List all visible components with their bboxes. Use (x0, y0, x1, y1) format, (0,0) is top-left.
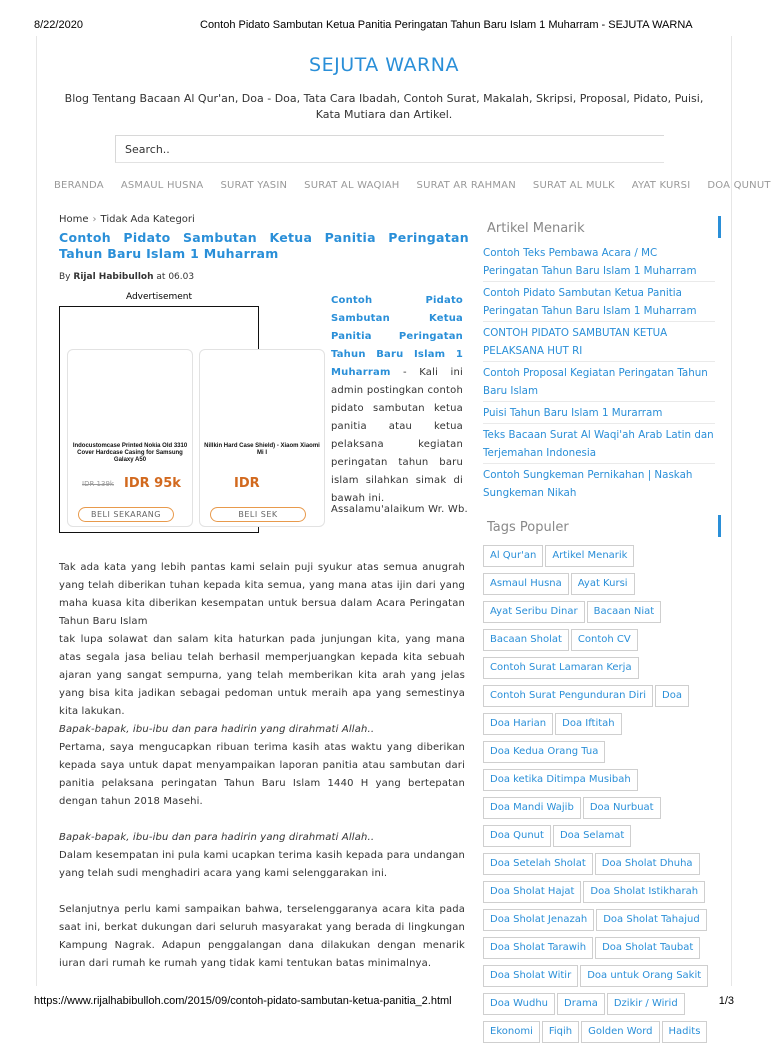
post-greeting: Assalamu'alaikum Wr. Wb. (331, 504, 468, 515)
ad-product-name: Indocustomcase Printed Nokia Old 3310 Cover Hardcase Casing for Samsung Galaxy A50 (72, 443, 188, 463)
breadcrumb-category[interactable]: Tidak Ada Kategori (100, 214, 195, 225)
post-paragraph: Pertama, saya mengucapkan ribuan terima kasih atas waktu yang diberikan kepada saya untuk dapat menyampaikan laporan panitia atau sambutan dari panitia pelaksana peringatan Tahun Baru Islam 1440 H yang bertepatan dengan tahun 2018 Masehi. (59, 742, 465, 807)
articles-list (483, 242, 721, 503)
tag-link[interactable]: Al Qur'an (483, 545, 543, 567)
article-link[interactable]: CONTOH PIDATO SAMBUTAN KETUA PELAKSANA HUT RI (483, 322, 715, 362)
tag-link[interactable]: Hadits (662, 1021, 708, 1043)
ad-price: IDR 95k (124, 476, 181, 491)
tag-link[interactable]: Contoh CV (571, 629, 638, 651)
post-time: 06.03 (168, 272, 195, 282)
print-url: https://www.rijalhabibulloh.com/2015/09/contoh-pidato-sambutan-ketua-panitia_2.html (34, 995, 452, 1007)
tag-link[interactable]: Doa Sholat Hajat (483, 881, 581, 903)
nav-item-beranda[interactable]: BERANDA (54, 180, 104, 191)
tag-link[interactable]: Doa ketika Ditimpa Musibah (483, 769, 638, 791)
ad-buy-button[interactable]: BELI SEKARANG (78, 507, 174, 522)
tag-link[interactable]: Doa Nurbuat (583, 797, 661, 819)
intro-lead-link[interactable]: Contoh Pidato Sambutan Ketua Panitia Peringatan Tahun Baru Islam 1 Muharram (331, 295, 463, 378)
main-nav (37, 180, 771, 191)
tag-link[interactable]: Doa Harian (483, 713, 553, 735)
post-author[interactable]: Rijal Habibulloh (73, 272, 154, 282)
post-body (59, 559, 465, 973)
article-link[interactable]: Teks Bacaan Surat Al Waqi'ah Arab Latin dan Terjemahan Indonesia (483, 424, 715, 464)
ad-label: Advertisement (125, 292, 193, 302)
post-paragraph: tak lupa solawat dan salam kita haturkan pada junjungan kita, yang mana atas segala jasa beliau telah berhasil memperjuangkan kepada kita sebuah ajaran yang sangat sempurna, yang telah memberikan kita arah yang jelas yang bisa kita jadikan sebagai pedoman untuk meraih apa yang semestinya kita lakukan. (59, 634, 465, 717)
tag-link[interactable]: Doa Wudhu (483, 993, 555, 1015)
nav-item-surat-ar-rahman[interactable]: SURAT AR RAHMAN (416, 180, 516, 191)
post-column (59, 214, 469, 969)
article-link[interactable]: Contoh Proposal Kegiatan Peringatan Tahun Baru Islam (483, 362, 715, 402)
tag-link[interactable]: Doa Kedua Orang Tua (483, 741, 605, 763)
intro-text: - Kali ini admin postingkan contoh pidato sambutan ketua panitia atau ketua pelaksana kegiatan peringatan tahun baru islam silahkan simak di bawah ini. (331, 367, 463, 504)
tag-link[interactable]: Doa Sholat Witir (483, 965, 578, 987)
tags-cloud (483, 543, 723, 1047)
tags-widget-title (483, 513, 721, 539)
tag-link[interactable]: Ayat Kursi (571, 573, 635, 595)
tag-link[interactable]: Artikel Menarik (545, 545, 634, 567)
tag-link[interactable]: Doa Qunut (483, 825, 551, 847)
post-paragraph: Bapak-bapak, ibu-ibu dan para hadirin yang dirahmati Allah.. (59, 724, 375, 735)
print-page-number: 1/3 (718, 995, 734, 1007)
print-title: Contoh Pidato Sambutan Ketua Panitia Peringatan Tahun Baru Islam 1 Muharram - SEJUTA WARNA (200, 19, 693, 31)
byline-prefix: By (59, 272, 71, 282)
post-paragraph: Bapak-bapak, ibu-ibu dan para hadirin yang dirahmati Allah.. (59, 832, 375, 843)
tag-link[interactable]: Golden Word (581, 1021, 659, 1043)
ad-frame (59, 306, 320, 533)
site-title[interactable]: SEJUTA WARNA (309, 54, 459, 76)
nav-item-surat-al-waqiah[interactable]: SURAT AL WAQIAH (304, 180, 400, 191)
tag-link[interactable]: Fiqih (542, 1021, 579, 1043)
title-accent-bar (718, 216, 721, 238)
tag-link[interactable]: Dzikir / Wirid (607, 993, 685, 1015)
ad-product-card[interactable] (67, 349, 193, 527)
breadcrumb (59, 214, 469, 225)
tag-link[interactable]: Drama (557, 993, 605, 1015)
tag-link[interactable]: Doa Setelah Sholat (483, 853, 593, 875)
print-header (0, 0, 768, 36)
article-link[interactable]: Contoh Sungkeman Pernikahan | Naskah Sungkeman Nikah (483, 469, 693, 499)
title-accent-bar (718, 515, 721, 537)
nav-item-asmaul-husna[interactable]: ASMAUL HUSNA (120, 180, 204, 191)
tag-link[interactable]: Contoh Surat Lamaran Kerja (483, 657, 639, 679)
nav-item-doa-qunut[interactable]: DOA QUNUT (707, 180, 771, 191)
ad-buy-button[interactable]: BELI SEK (210, 507, 306, 522)
search-box (115, 135, 664, 163)
time-prefix: at (156, 272, 166, 282)
tag-link[interactable]: Contoh Surat Pengunduran Diri (483, 685, 653, 707)
post-paragraph: Selanjutnya perlu kami sampaikan bahwa, terselenggaranya acara kita pada saat ini, berkat dukungan dari seluruh masyarakat yang berada di lingkungan Kampung Nagrak. Adapun penggalangan dana dilakukan dengan menarik iuran dari rumah ke rumah yang tidak kami tentukan batas minimalnya. (59, 904, 465, 969)
tag-link[interactable]: Doa Sholat Taubat (595, 937, 700, 959)
articles-widget-title (483, 214, 721, 240)
tag-link[interactable]: Doa Sholat Jenazah (483, 909, 594, 931)
breadcrumb-home[interactable]: Home (59, 214, 89, 225)
tag-link[interactable]: Doa Sholat Tarawih (483, 937, 593, 959)
print-footer (0, 990, 768, 1024)
post-paragraph: Tak ada kata yang lebih pantas kami selain puji syukur atas semua anugrah yang telah diberikan tuhan kepada kita semua, yang mana atas ijin dari yang maha kuasa kita diberikan kesempatan untuk bersua dalam Acara Peringatan Tahun Baru Islam (59, 562, 465, 627)
article-link[interactable]: Puisi Tahun Baru Islam 1 Murarram (483, 402, 715, 424)
ad-product-card[interactable] (199, 349, 325, 527)
tag-link[interactable]: Doa Selamat (553, 825, 631, 847)
nav-item-surat-yasin[interactable]: SURAT YASIN (220, 180, 288, 191)
nav-item-ayat-kursi[interactable]: AYAT KURSI (631, 180, 691, 191)
tag-link[interactable]: Doa Iftitah (555, 713, 622, 735)
post-title: Contoh Pidato Sambutan Ketua Panitia Peringatan Tahun Baru Islam 1 Muharram (59, 230, 469, 261)
ad-product-name: Nillkin Hard Case Shield) - Xiaom Xiaomi Mi I (204, 443, 320, 456)
tag-link[interactable]: Doa untuk Orang Sakit (580, 965, 708, 987)
article-link[interactable]: Contoh Teks Pembawa Acara / MC Peringatan Tahun Baru Islam 1 Muharram (483, 242, 715, 282)
tag-link[interactable]: Asmaul Husna (483, 573, 569, 595)
ad-price: IDR (234, 476, 260, 491)
tag-link[interactable]: Bacaan Niat (587, 601, 662, 623)
tag-link[interactable]: Doa Sholat Istikharah (583, 881, 705, 903)
tag-link[interactable]: Doa (655, 685, 689, 707)
breadcrumb-separator: › (92, 214, 97, 225)
tag-link[interactable]: Ayat Seribu Dinar (483, 601, 585, 623)
post-paragraph: Dalam kesempatan ini pula kami ucapkan terima kasih kepada para undangan yang telah sudi menghadiri acara yang kami selenggarakan ini. (59, 850, 465, 879)
tag-link[interactable]: Bacaan Sholat (483, 629, 569, 651)
print-date: 8/22/2020 (34, 19, 83, 31)
sidebar (483, 214, 721, 1047)
tag-link[interactable]: Ekonomi (483, 1021, 540, 1043)
tag-link[interactable]: Doa Mandi Wajib (483, 797, 581, 819)
post-intro (331, 292, 463, 508)
search-input[interactable] (116, 136, 664, 162)
tag-link[interactable]: Doa Sholat Tahajud (596, 909, 706, 931)
site-tagline: Blog Tentang Bacaan Al Qur'an, Doa - Doa, Tata Cara Ibadah, Contoh Surat, Makalah, Skripsi, Proposal, Pidato, Puisi, Kata Mutiara dan Artikel. (64, 92, 704, 121)
article-link[interactable]: Contoh Pidato Sambutan Ketua Panitia Peringatan Tahun Baru Islam 1 Muharram (483, 282, 715, 322)
articles-title-text: Artikel Menarik (487, 221, 585, 236)
nav-item-surat-al-mulk[interactable]: SURAT AL MULK (532, 180, 615, 191)
post-byline (59, 272, 469, 282)
tag-link[interactable]: Doa Sholat Dhuha (595, 853, 700, 875)
ad-old-price: IDR 139k (82, 480, 114, 488)
advertisement (59, 292, 320, 533)
tags-title-text: Tags Populer (487, 520, 569, 535)
